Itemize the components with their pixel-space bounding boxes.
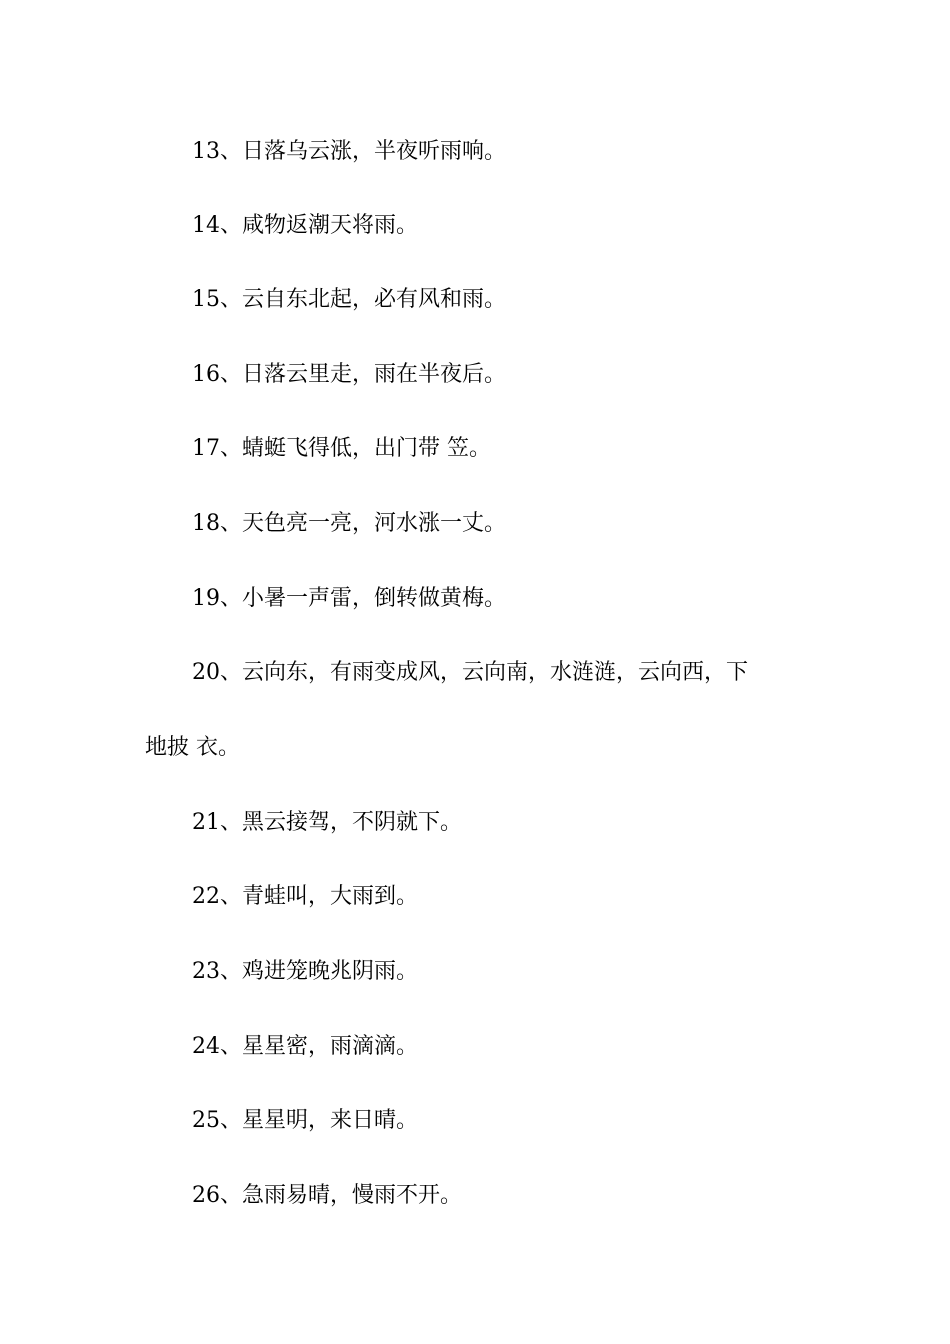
paragraph-20-continuation: 地披 衣。 <box>145 735 240 760</box>
paragraph-17: 17、蜻蜓飞得低，出门带 笠。 <box>192 436 491 461</box>
paragraph-19: 19、小暑一声雷，倒转做黄梅。 <box>192 586 506 611</box>
paragraph-22: 22、青蛙叫，大雨到。 <box>192 884 418 909</box>
paragraph-16: 16、日落云里走，雨在半夜后。 <box>192 362 506 387</box>
paragraph-25: 25、星星明，来日晴。 <box>192 1108 418 1133</box>
paragraph-18: 18、天色亮一亮，河水涨一丈。 <box>192 511 506 536</box>
paragraph-14: 14、咸物返潮天将雨。 <box>192 213 418 238</box>
paragraph-26: 26、急雨易晴，慢雨不开。 <box>192 1183 462 1208</box>
paragraph-20: 20、云向东，有雨变成风，云向南，水涟涟，云向西，下 <box>192 660 748 685</box>
paragraph-15: 15、云自东北起，必有风和雨。 <box>192 287 506 312</box>
paragraph-13: 13、日落乌云涨，半夜听雨响。 <box>192 139 506 164</box>
paragraph-23: 23、鸡进笼晚兆阴雨。 <box>192 959 418 984</box>
paragraph-24: 24、星星密，雨滴滴。 <box>192 1034 418 1059</box>
paragraph-21: 21、黑云接驾，不阴就下。 <box>192 810 462 835</box>
